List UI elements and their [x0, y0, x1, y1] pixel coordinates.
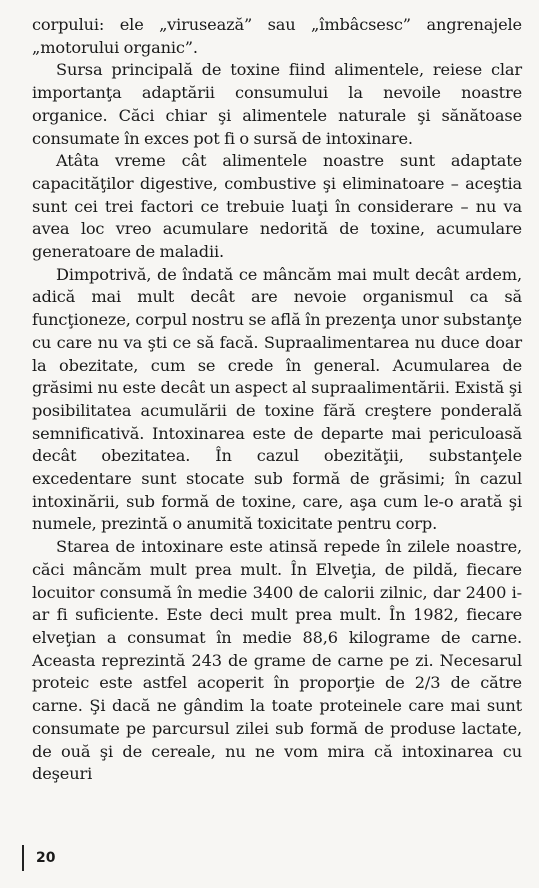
page-footer	[22, 845, 55, 871]
paragraph-adapted-food: Atâta vreme cât alimentele noastre sunt adaptate capacităţilor digestive, combustive şi eliminatoare – aceştia sunt cei trei factori ce trebuie luaţi în considerare – nu va avea loc vreo acumulare nedorită de toxine, acumulare generatoare de maladii.	[32, 151, 522, 262]
page-number: 20	[36, 850, 56, 866]
paragraph-continuation: corpului: ele „virusează” sau „îmbâcsesc” angrenajele „motorului organic”.	[32, 15, 522, 57]
paragraph-toxin-source: Sursa principală de toxine fiind alimentele, reiese clar importanţa adaptării consumului la nevoile noastre organice. Căci chiar şi alimentele naturale şi sănătoase consumate în exces pot fi o sursă de intoxinare.	[32, 60, 522, 148]
paragraph-overeating: Dimpotrivă, de îndată ce mâncăm mai mult decât ardem, adică mai mult decât are nevoie organismul ca să funcţioneze, corpul nostru se află în prezenţa unor substanţe cu care nu va şti ce să facă. Supraalimentarea nu duce doar la obezitate, cum se crede în general. Acumularea de grăsimi nu este decât un aspect al supraalimentării. Există şi posibilitatea acumulării de toxine fără creştere ponderală semnificativă. Intoxinarea este de departe mai periculoasă decât obezitatea. În cazul obezităţii, substanţele excedentare sunt stocate sub formă de grăsimi; în cazul intoxinării, sub formă de toxine, care, aşa cum le-o arată şi numele, prezintă o anumită toxicitate pentru corp.	[32, 264, 522, 534]
paragraph-intoxination-state: Starea de intoxinare este atinsă repede în zilele noastre, căci mâncăm mult prea mult. În Elveţia, de pildă, fiecare locuitor consumă în medie 3400 de calorii zilnic, dar 2400 i-ar fi suficiente. Este deci mult prea mult. În 1982, fiecare elveţian a consumat în medie 88,6 kilograme de carne. Aceasta reprezintă 243 de grame de carne pe zi. Necesarul proteic este astfel acoperit în proporţie de 2/3 de către carne. Şi dacă ne gândim la toate proteinele care mai sunt consumate pe parcursul zilei sub formă de produse lactate, de ouă şi de cereale, nu ne vom mira că intoxinarea cu deşeuri	[32, 537, 522, 784]
page-body	[32, 14, 522, 786]
footer-rule	[22, 845, 24, 871]
